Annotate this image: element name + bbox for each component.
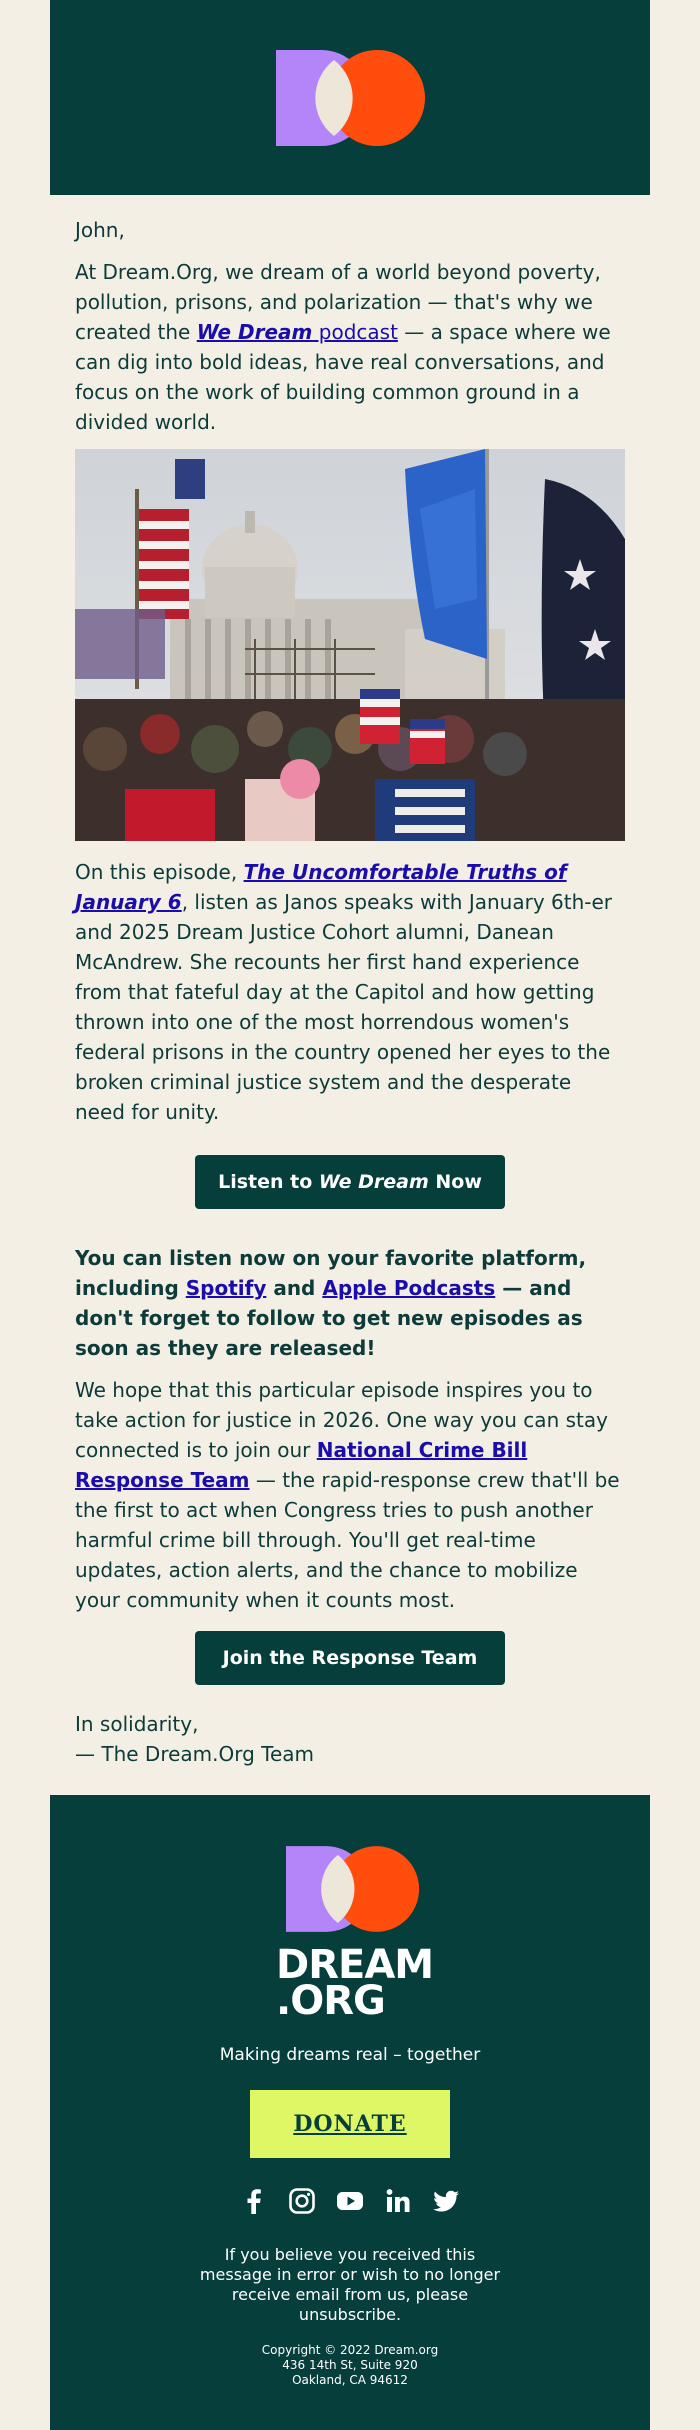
unsubscribe-notice[interactable]: If you believe you received this message in error or wish to no longer receive email from us, please unsubscribe. <box>199 2245 501 2324</box>
instagram-icon[interactable] <box>288 2187 316 2215</box>
we-dream-link-rest: podcast <box>312 320 398 344</box>
dream-org-logo-icon[interactable] <box>276 50 426 146</box>
episode-link-label: The Uncomfortable Truths of January 6 <box>75 860 567 914</box>
join-button-row <box>75 1631 625 1685</box>
response-team-link[interactable]: National Crime Bill Response Team <box>75 1438 528 1492</box>
social-links <box>50 2187 650 2215</box>
address-line-1: 436 14th St, Suite 920 <box>282 2358 418 2372</box>
wordmark-line-1: DREAM <box>276 1942 434 1988</box>
email-container <box>50 0 650 2430</box>
copyright-block <box>50 2343 650 2388</box>
donate-button[interactable]: DONATE <box>250 2090 450 2158</box>
intro-paragraph <box>75 257 625 437</box>
listen-button-italic: We Dream <box>318 1171 429 1193</box>
join-response-team-button[interactable]: Join the Response Team <box>195 1631 505 1685</box>
action-text-end: — the rapid-response crew that'll be the first to act when Congress tries to push another harmful crime bill through. You'll get real-time updates, action alerts, and the chance to mobilize your community when it counts most. <box>75 1468 620 1612</box>
dream-org-wordmark <box>276 1942 434 2024</box>
footer-tagline: Making dreams real – together <box>219 2045 481 2065</box>
platform-paragraph <box>75 1243 625 1363</box>
wordmark-line-2: .ORG <box>276 1978 385 2024</box>
youtube-icon[interactable] <box>336 2187 364 2215</box>
action-text: We hope that this particular episode inspires you to take action for justice in 2026. One way you can stay connected is to join our <box>75 1378 608 1462</box>
intro-text: At Dream.Org, we dream of a world beyond poverty, pollution, prisons, and polarization — that's why we created the <box>75 260 601 344</box>
greeting: John, <box>75 218 125 242</box>
listen-button[interactable] <box>195 1155 505 1209</box>
listen-button-post: Now <box>428 1171 482 1193</box>
intro-text-end: — a space where we can dig into bold ideas, have real conversations, and focus on the work of building common ground in a divided world. <box>75 320 611 434</box>
listen-button-pre: Listen to <box>218 1171 319 1193</box>
listen-button-row <box>75 1155 625 1209</box>
email-header <box>50 0 650 195</box>
platform-text-mid: and <box>266 1276 323 1300</box>
platform-text-end: — and don't forget to follow to get new episodes as soon as they are released! <box>75 1276 583 1360</box>
email-body <box>50 195 650 1769</box>
episode-text: On this episode, <box>75 860 244 884</box>
spotify-link[interactable]: Spotify <box>185 1276 267 1300</box>
episode-paragraph <box>75 857 625 1127</box>
copyright-line: Copyright © 2022 Dream.org <box>261 2343 439 2357</box>
signoff-line-2: — The Dream.Org Team <box>75 1742 315 1766</box>
we-dream-podcast-link[interactable] <box>197 320 398 344</box>
action-paragraph <box>75 1375 625 1615</box>
address-line-2: Oakland, CA 94612 <box>292 2373 408 2387</box>
capitol-crowd-photo[interactable] <box>75 449 625 841</box>
dream-org-footer-logo-icon[interactable] <box>286 1845 420 1933</box>
linkedin-icon[interactable] <box>384 2187 412 2215</box>
apple-podcasts-link[interactable]: Apple Podcasts <box>322 1276 496 1300</box>
platform-text: You can listen now on your favorite platform, including <box>75 1246 587 1300</box>
signoff-line-1: In solidarity, <box>75 1712 199 1736</box>
twitter-icon[interactable] <box>432 2187 460 2215</box>
facebook-icon[interactable] <box>240 2187 268 2215</box>
we-dream-link-italic: We Dream <box>196 320 313 344</box>
email-footer <box>50 1795 650 2430</box>
episode-text-end: , listen as Janos speaks with January 6th-er and 2025 Dream Justice Cohort alumni, Danean McAndrew. She recounts her first hand experience from that fateful day at the Capitol and how getting thrown into one of the most horrendous women's federal prisons in the country opened her eyes to the broken criminal justice system and the desperate need for unity. <box>75 890 612 1124</box>
